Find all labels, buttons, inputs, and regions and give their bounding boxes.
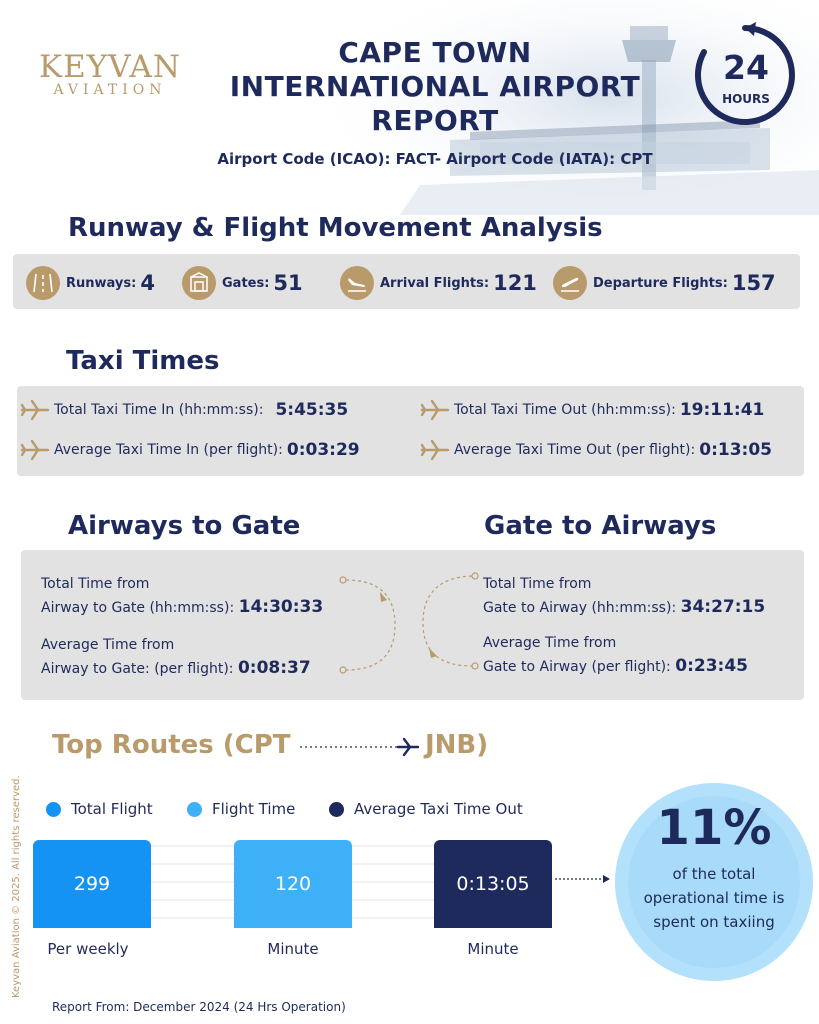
gta-avg-value: 0:23:45 <box>675 656 748 676</box>
runways-stat <box>26 264 155 302</box>
legend-dot <box>46 802 61 817</box>
taxi-avg-in-value: 0:03:29 <box>286 440 360 460</box>
atg-total-line1: Total Time from <box>41 576 150 592</box>
route-arrow-icon <box>298 735 420 759</box>
bar-flight-time <box>234 840 352 928</box>
bar-total-flight-caption: Per weekly <box>47 940 129 958</box>
airport-codes: Airport Code (ICAO): FACT- Airport Code (IATA): CPT <box>217 150 653 168</box>
title-line-1: CAPE TOWN <box>338 36 532 69</box>
bar-flight-time-caption: Minute <box>267 940 319 958</box>
runway-icon <box>26 266 60 300</box>
flight-path-arc-icon <box>335 570 405 680</box>
runway-heading: Runway & Flight Movement Analysis <box>68 213 603 243</box>
atg-avg-value: 0:08:37 <box>237 658 311 678</box>
gates-stat <box>182 264 303 302</box>
routes-destination: JNB) <box>425 730 489 760</box>
airways-to-gate-heading: Airways to Gate <box>68 511 301 541</box>
atg-avg-row <box>41 658 311 679</box>
legend-dot <box>187 802 202 817</box>
gta-total-row <box>483 597 765 618</box>
gta-total-line2: Gate to Airway (hh:mm:ss): <box>483 600 677 616</box>
plane-icon <box>420 438 450 462</box>
legend-avg-taxi-label: Average Taxi Time Out <box>354 800 523 818</box>
plane-icon <box>20 438 50 462</box>
routes-title: Top Routes (CPT <box>52 730 291 760</box>
taxi-avg-out-label: Average Taxi Time Out (per flight): <box>454 442 696 458</box>
runways-label: Runways: <box>66 275 137 291</box>
copyright: Keyvan Aviation © 2025. All rights reserved. <box>11 775 22 998</box>
atg-total-value: 14:30:33 <box>238 597 324 617</box>
legend-dot <box>329 802 344 817</box>
departure-value: 157 <box>731 271 776 295</box>
taxi-total-in <box>20 398 348 422</box>
flight-path-arc-icon <box>415 568 485 678</box>
legend-flight-time-label: Flight Time <box>212 800 296 818</box>
taxi-total-out-value: 19:11:41 <box>679 400 765 420</box>
legend-avg-taxi <box>329 800 523 818</box>
bar-avg-taxi-caption: Minute <box>467 940 519 958</box>
departure-icon <box>553 266 587 300</box>
report-footer: Report From: December 2024 (24 Hrs Operation) <box>52 1000 346 1014</box>
brand-sub: AVIATION <box>53 82 167 98</box>
badge-number: 24 <box>723 48 769 87</box>
plane-icon <box>420 398 450 422</box>
brand-logo <box>30 50 190 98</box>
gates-label: Gates: <box>222 275 270 291</box>
arrival-stat <box>340 264 537 302</box>
taxi-avg-out-value: 0:13:05 <box>699 440 772 460</box>
atg-avg-line2: Airway to Gate: (per flight): <box>41 661 234 677</box>
arrival-label: Arrival Flights: <box>380 275 490 291</box>
gta-avg-line2: Gate to Airway (per flight): <box>483 659 671 675</box>
legend-total-flight-label: Total Flight <box>71 800 153 818</box>
title-line-3: REPORT <box>371 104 499 137</box>
gta-avg-line1: Average Time from <box>483 635 617 651</box>
highlight-text: of the total operational time is spent on taxiing <box>643 865 785 931</box>
gta-total-value: 34:27:15 <box>680 597 766 617</box>
title-line-2: INTERNATIONAL AIRPORT <box>229 70 641 103</box>
gta-total-line1: Total Time from <box>483 576 592 592</box>
gta-avg-row <box>483 656 748 677</box>
bar-total-flight-value: 299 <box>73 873 111 895</box>
taxi-avg-in-label: Average Taxi Time In (per flight): <box>54 442 283 458</box>
atg-total-line2: Airway to Gate (hh:mm:ss): <box>41 600 235 616</box>
taxi-heading: Taxi Times <box>66 346 220 376</box>
atg-avg-line1: Average Time from <box>41 637 175 653</box>
bar-flight-time-value: 120 <box>274 873 312 895</box>
badge-label: HOURS <box>722 92 770 106</box>
taxi-avg-out <box>420 438 772 462</box>
taxi-total-in-label: Total Taxi Time In (hh:mm:ss): <box>54 402 264 418</box>
taxi-total-out <box>420 398 764 422</box>
arrival-value: 121 <box>493 271 537 295</box>
legend-total-flight <box>46 800 153 818</box>
departure-label: Departure Flights: <box>593 275 728 291</box>
plane-icon <box>20 398 50 422</box>
runways-value: 4 <box>140 271 155 295</box>
taxi-total-in-value: 5:45:35 <box>275 400 349 420</box>
bar-avg-taxi-value: 0:13:05 <box>456 873 530 895</box>
page-title <box>200 36 670 138</box>
gate-to-airways-heading: Gate to Airways <box>484 511 717 541</box>
brand-name: KEYVAN <box>38 49 182 85</box>
gate-icon <box>182 266 216 300</box>
bar-total-flight <box>33 840 151 928</box>
highlight-percent: 11% <box>656 800 772 856</box>
legend-flight-time <box>187 800 295 818</box>
arrival-icon <box>340 266 374 300</box>
bar-avg-taxi <box>434 840 552 928</box>
departure-stat <box>553 264 776 302</box>
atg-total-row <box>41 597 323 618</box>
taxi-total-out-label: Total Taxi Time Out (hh:mm:ss): <box>454 402 676 418</box>
taxi-avg-in <box>20 438 360 462</box>
pointer-arrow-icon <box>553 872 613 886</box>
gates-value: 51 <box>273 271 303 295</box>
